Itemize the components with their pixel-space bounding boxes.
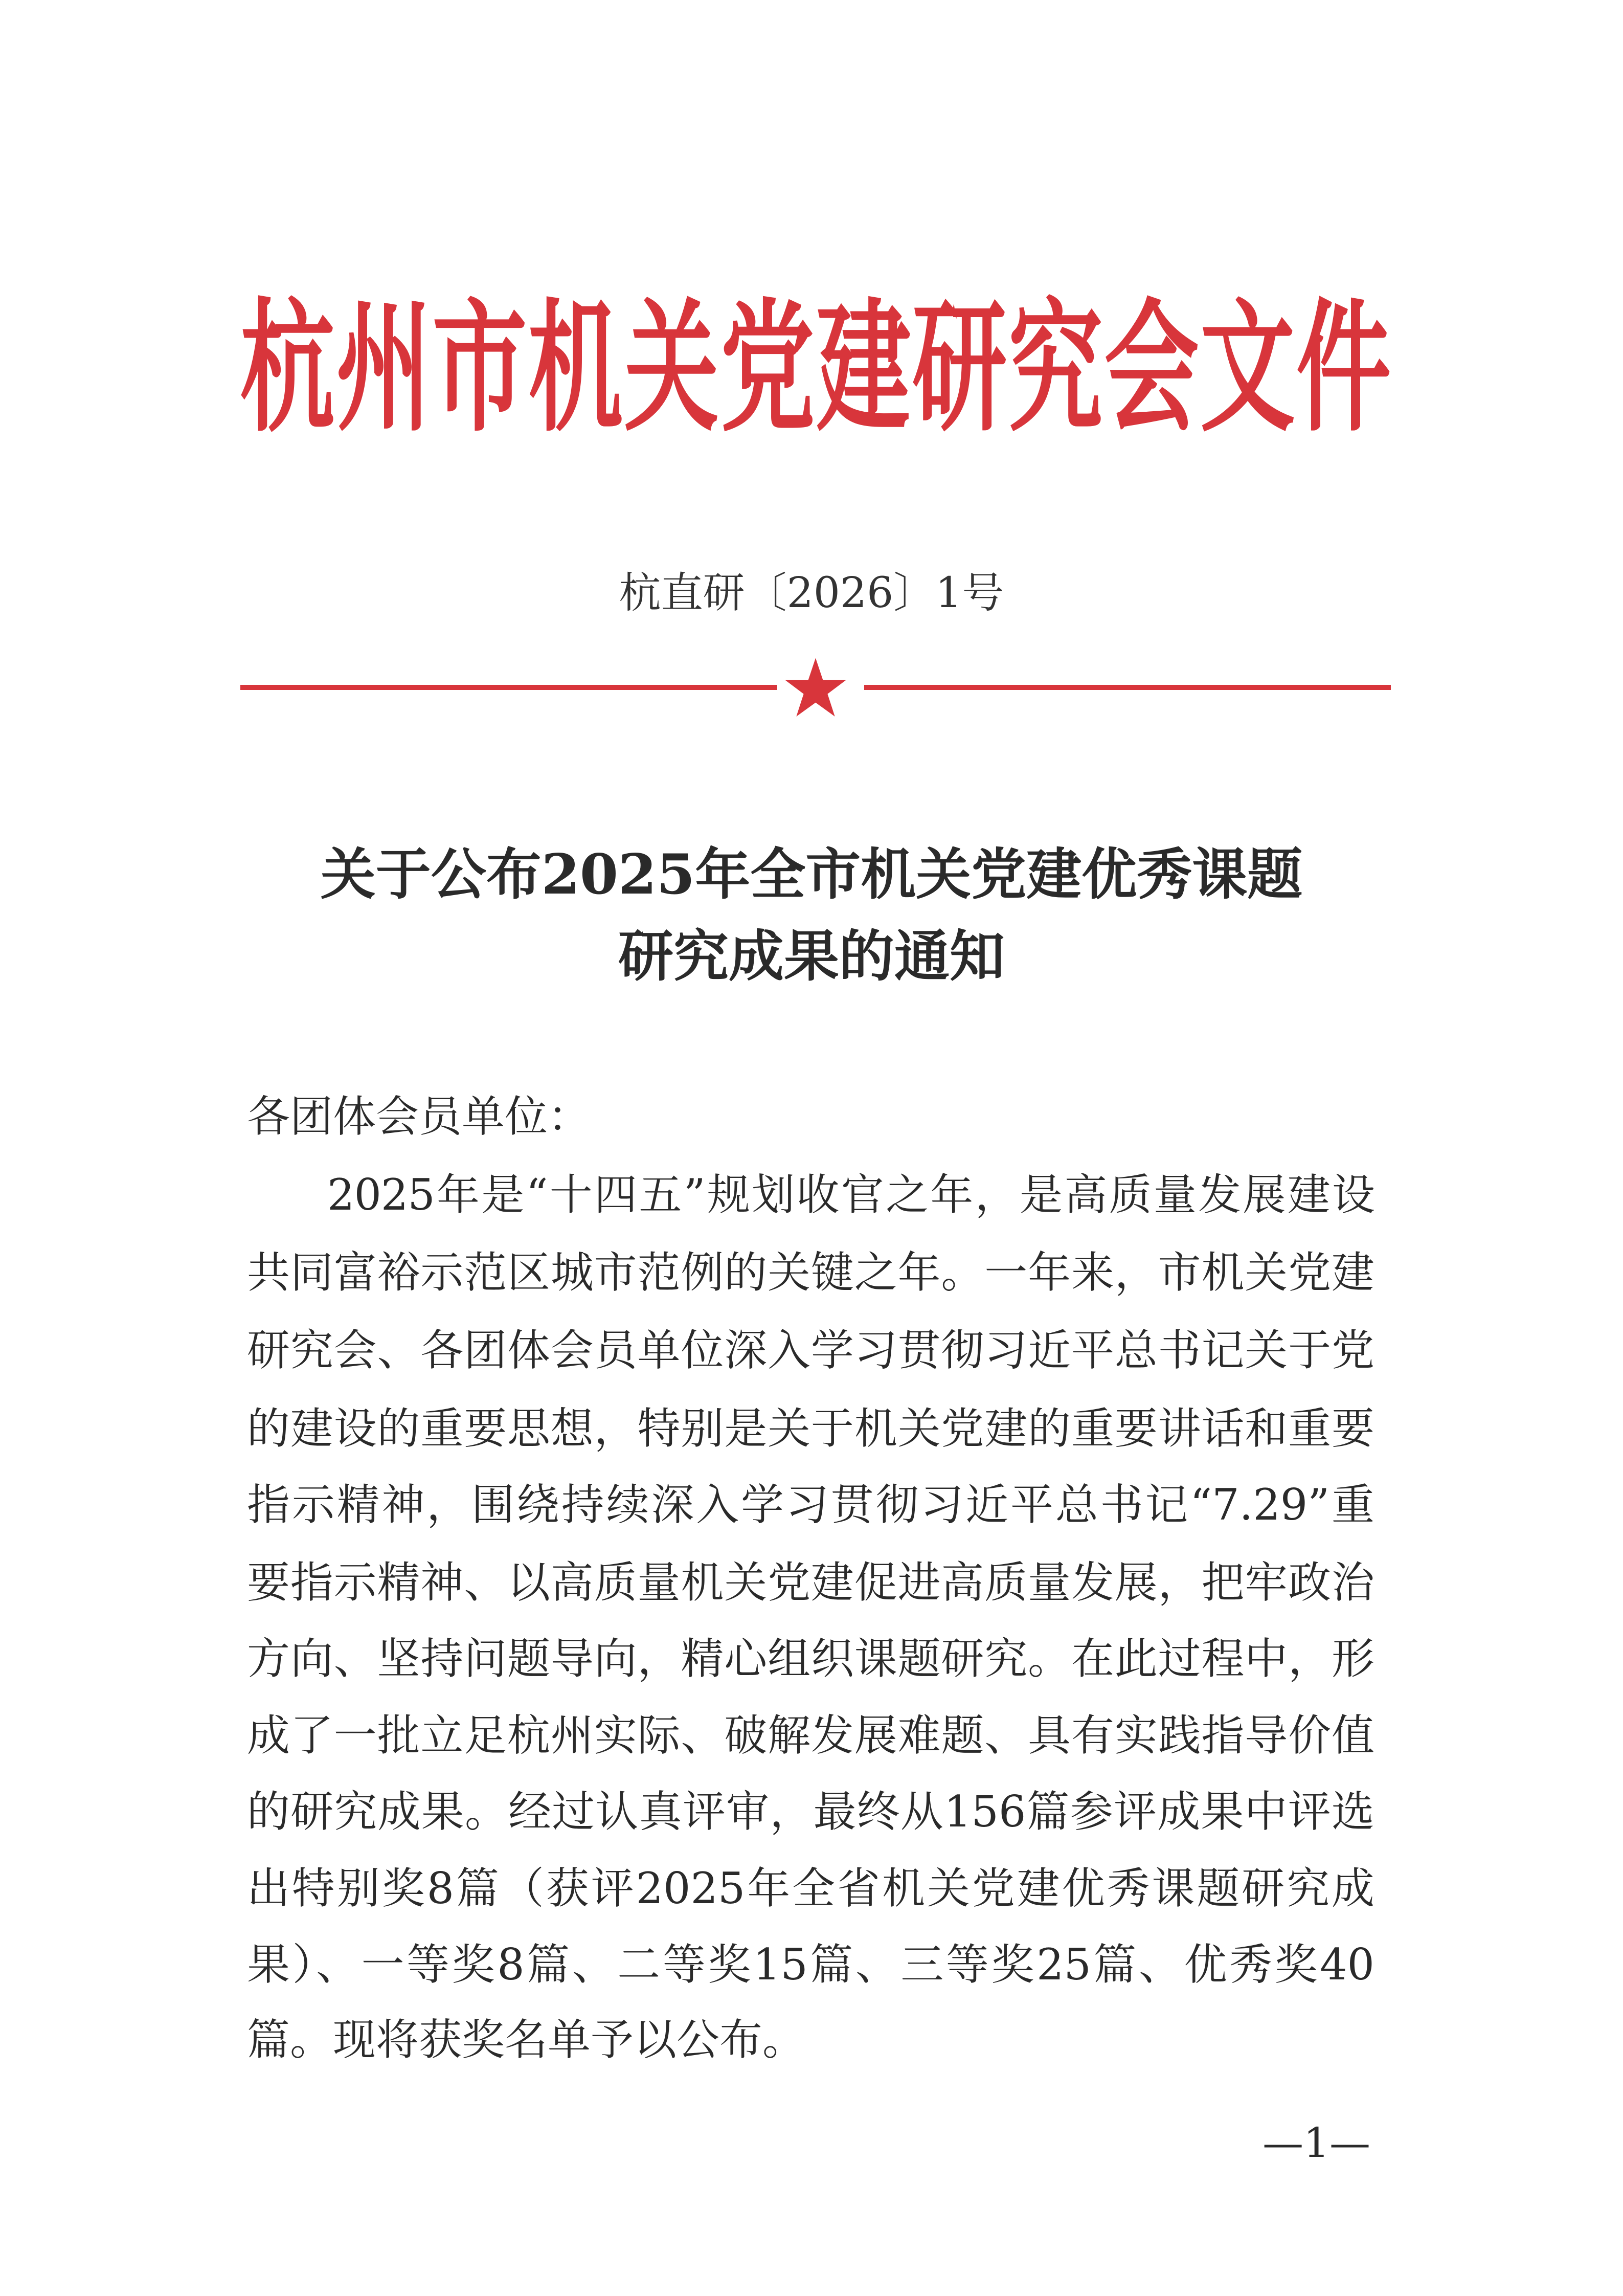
body-line: 要指示精神、以高质量机关党建促进高质量发展，把牢政治 [247,1557,1374,1608]
body-line: 研究会、各团体会员单位深入学习贯彻习近平总书记关于党 [247,1325,1374,1375]
body-line: 出特别奖8篇（获评2025年全省机关党建优秀课题研究成 [247,1863,1374,1913]
red-star-icon [782,655,849,721]
body-line: 指示精神，围绕持续深入学习贯彻习近平总书记“7.29”重 [247,1480,1374,1530]
document-title-line-2: 研究成果的通知 [618,924,1005,989]
body-line: 成了一批立足杭州实际、破解发展难题、具有实践指导价值 [247,1710,1374,1760]
document-title-line-1: 关于公布2025年全市机关党建优秀课题 [320,842,1303,907]
document-number: 杭直研〔2026〕1号 [619,569,1004,617]
body-line: 2025年是“十四五”规划收官之年，是高质量发展建设 [327,1170,1374,1220]
red-divider-left [240,685,777,690]
body-line: 的研究成果。经过认真评审，最终从156篇参评成果中评选 [247,1787,1374,1837]
issuer-title: 杭州市机关党建研究会文件 [240,285,1391,451]
red-divider-right [864,685,1391,690]
body-line: 方向、坚持问题导向，精心组织课题研究。在此过程中，形 [247,1634,1374,1684]
body-line: 果）、一等奖8篇、二等奖15篇、三等奖25篇、优秀奖40 [247,1940,1374,1990]
body-line: 篇。现将获奖名单予以公布。 [247,2015,806,2065]
body-line: 的建设的重要思想，特别是关于机关党建的重要讲话和重要 [247,1403,1374,1454]
salutation: 各团体会员单位： [247,1091,591,1142]
body-line: 共同富裕示范区城市范例的关键之年。一年来，市机关党建 [247,1247,1374,1298]
page-number: —1— [1263,2119,1370,2167]
